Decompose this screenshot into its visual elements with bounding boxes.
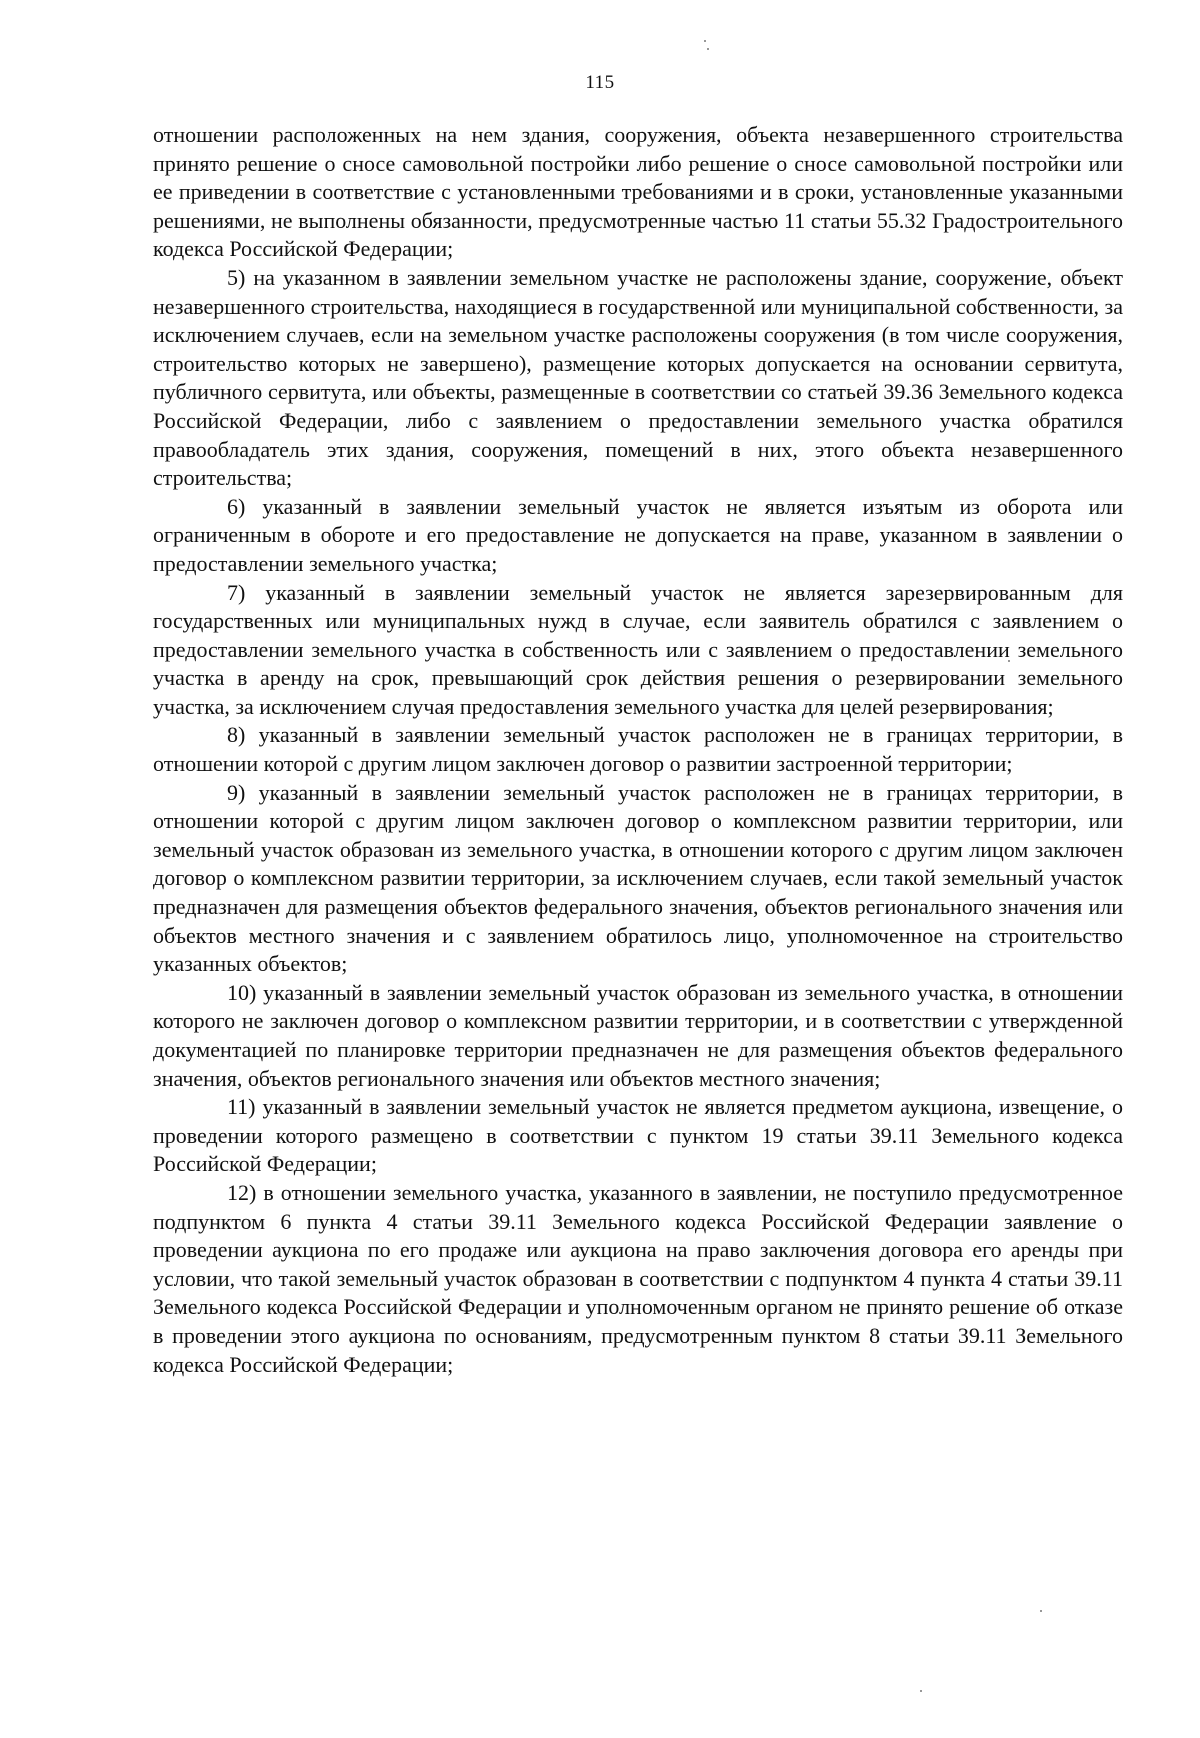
scan-speck [707, 48, 709, 50]
paragraph-item-9: 9) указанный в заявлении земельный участок расположен не в границах территории, в отношении которой с другим лицом заключен договор о комплексном развитии территории, или земельный участок образован из земельного участка, в отношении которого с другим лицом заключен договор о комплексном развитии территории, за исключением случаев, если такой земельный участок предназначен для размещения объектов федерального значения, объектов регионального значения или объектов местного значения и с заявлением обратилось лицо, уполномоченное на строительство указанных объектов; [153, 779, 1123, 977]
paragraph-item-10: 10) указанный в заявлении земельный участок образован из земельного участка, в отношении которого не заключен договор о комплексном развитии территории, и в соответствии с утвержденной документацией по планировке территории предназначен не для размещения объектов федерального значения, объектов регионального значения или объектов местного значения; [153, 979, 1123, 1091]
scan-speck [920, 1690, 922, 1692]
scan-speck [1040, 1610, 1042, 1612]
paragraph-item-12: 12) в отношении земельного участка, указанного в заявлении, не поступило предусмотренное подпунктом 6 пункта 4 статьи 39.11 Земельного кодекса Российской Федерации заявление о проведении аукциона по его продаже или аукциона на право заключения договора его аренды при условии, что такой земельный участок образован в соответствии с подпунктом 4 пункта 4 статьи 39.11 Земельного кодекса Российской Федерации и уполномоченным органом не принято решение об отказе в проведении этого аукциона по основаниям, предусмотренным пунктом 8 статьи 39.11 Земельного кодекса Российской Федерации; [153, 1179, 1123, 1377]
scan-speck [704, 40, 706, 42]
paragraph-continuation: отношении расположенных на нем здания, сооружения, объекта незавершенного строительства принято решение о сносе самовольной постройки либо решение о сносе самовольной постройки или ее приведении в соответствие с установленными требованиями и в сроки, установленные указанными решениями, не выполнены обязанности, предусмотренные частью 11 статьи 55.32 Градостроительного кодекса Российской Федерации; [153, 122, 1123, 262]
paragraph-item-7: 7) указанный в заявлении земельный участок не является зарезервированным для государственных или муниципальных нужд в случае, если заявитель обратился с заявлением о предоставлении земельного участка в собственность или с заявлением о предоставлении земельного участка в аренду на срок, превышающий срок действия решения о резервировании земельного участка, за исключением случая предоставления земельного участка для целей резервирования; [153, 579, 1123, 719]
paragraph-item-11: 11) указанный в заявлении земельный участок не является предметом аукциона, извещение, о проведении которого размещено в соответствии с пунктом 19 статьи 39.11 Земельного кодекса Российской Федерации; [153, 1094, 1123, 1177]
paragraph-item-8: 8) указанный в заявлении земельный участок расположен не в границах территории, в отношении которой с другим лицом заключен договор о развитии застроенной территории; [153, 722, 1123, 777]
document-body [153, 121, 1123, 1379]
paragraph-item-5: 5) на указанном в заявлении земельном участке не расположены здание, сооружение, объект незавершенного строительства, находящиеся в государственной или муниципальной собственности, за исключением случаев, если на земельном участке расположены сооружения (в том числе сооружения, строительство которых не завершено), размещение которых допускается на основании сервитута, публичного сервитута, или объекты, размещенные в соответствии со статьей 39.36 Земельного кодекса Российской Федерации, либо с заявлением о предоставлении земельного участка обратился правообладатель этих здания, сооружения, помещений в них, этого объекта незавершенного строительства; [153, 264, 1123, 491]
paragraph-item-6: 6) указанный в заявлении земельный участок не является изъятым из оборота или ограниченным в обороте и его предоставление не допускается на праве, указанном в заявлении о предоставлении земельного участка; [153, 493, 1123, 576]
page-number: 115 [585, 72, 615, 93]
